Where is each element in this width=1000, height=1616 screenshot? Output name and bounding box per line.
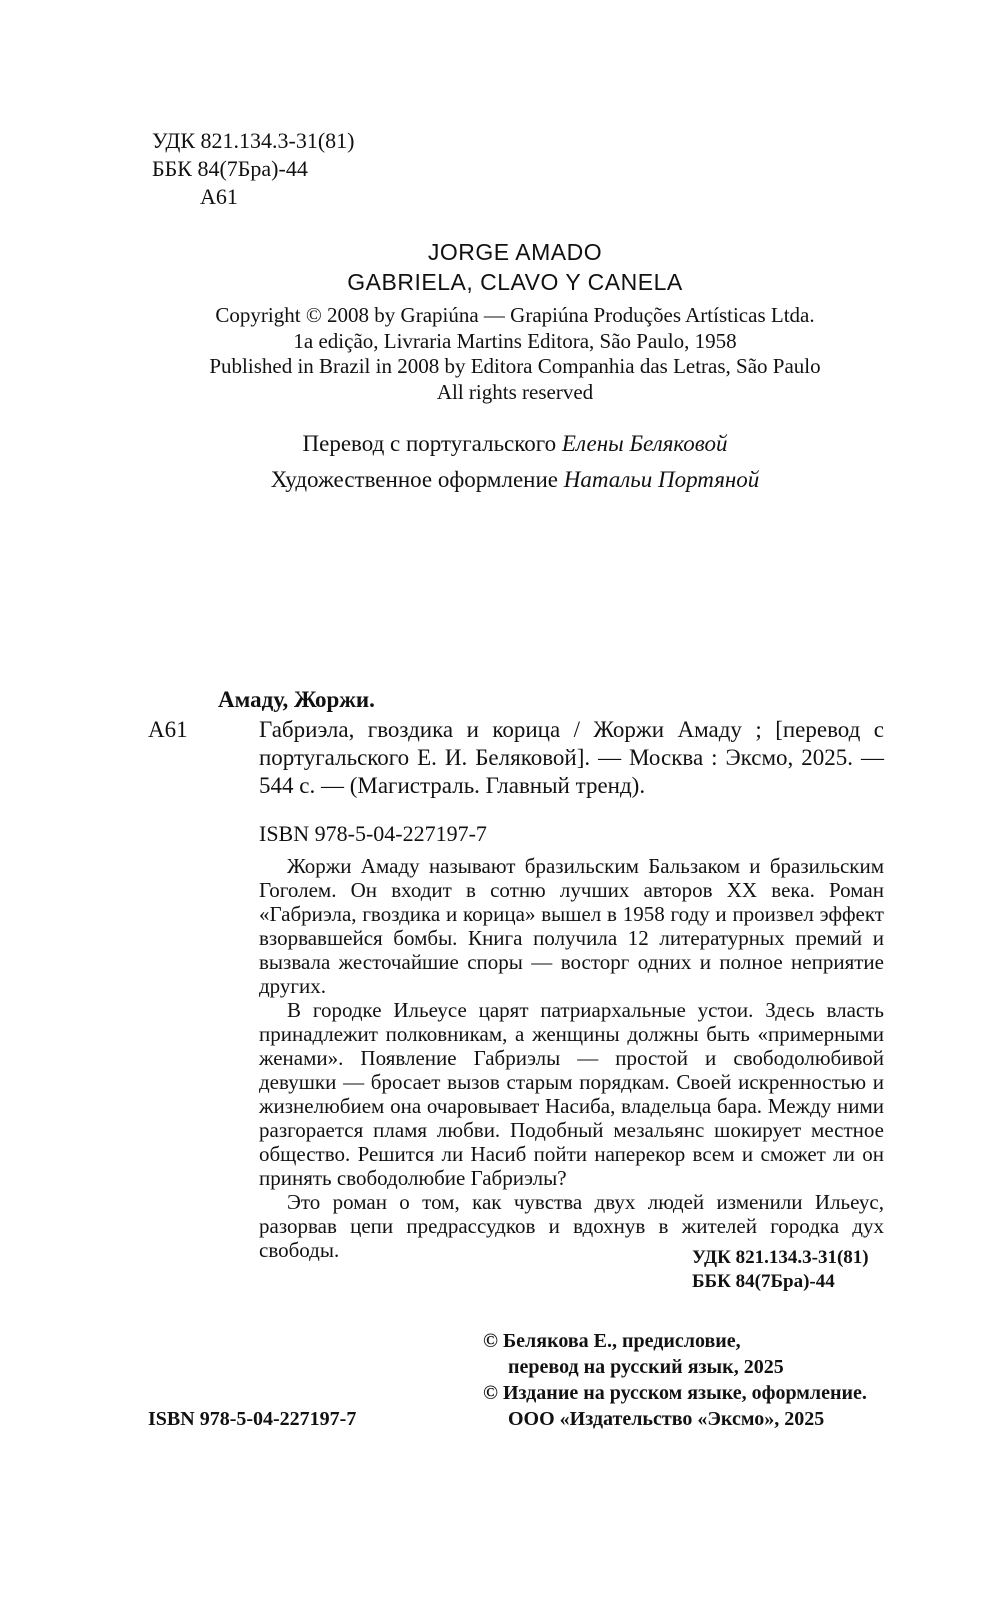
copyright-edition-cont: ООО «Издательство «Эксмо», 2025: [508, 1408, 825, 1430]
bib-sign: А61: [148, 717, 188, 742]
copyright-translation-cont: перевод на русский язык, 2025: [508, 1356, 784, 1378]
designer-name: Натальи Портяной: [563, 467, 760, 492]
copyright-translation: © Белякова Е., предисловие,: [483, 1330, 741, 1352]
annotation-paragraph: Жоржи Амаду называют бразильским Бальзаком и бразильским Гоголем. Он входит в сотню лучших авторов XX века. Роман «Габриэла, гвоздика и корица» вышел в 1958 году и произвел эффект взорвавшейся бомбы. Книга получила 12 литературных премий и вызвала жесточайшие споры — восторг одних и полное неприятие других.: [259, 854, 884, 998]
udk-code: УДК 821.134.3-31(81): [152, 128, 355, 153]
original-title: GABRIELA, CLAVO Y CANELA: [347, 269, 683, 295]
copyright-line-1: Copyright © 2008 by Grapiúna — Grapiúna Produções Artísticas Ltda.: [215, 303, 815, 327]
bib-author-heading: Амаду, Жоржи.: [218, 687, 375, 712]
design-credit: [0, 466, 1000, 494]
annotation-paragraph: В городке Ильеусе царят патриархальные устои. Здесь власть принадлежит полковникам, а женщины должны быть «примерными женами». Появление Габриэлы — простой и свободолюбивой девушки — бросает вызов старым порядкам. Своей искренностью и жизнелюбием она очаровывает Насиба, владельца бара. Между ними разгорается пламя любви. Подобный мезальянс шокирует местное общество. Решится ли Насиб пойти наперекор всем и сможет ли он принять свободолюбие Габриэлы?: [259, 998, 884, 1190]
copyright-edition: © Издание на русском языке, оформление.: [483, 1382, 867, 1404]
annotation-paragraph: Это роман о том, как чувства двух людей изменили Ильеус, разорвав цепи предрассудков и вдохнув в жителей городка дух свободы.: [259, 1190, 884, 1262]
bib-isbn: ISBN 978-5-04-227197-7: [259, 821, 487, 846]
classification-bbk: ББК 84(7Бра)-44: [692, 1271, 835, 1292]
annotation: [259, 854, 884, 1262]
copyright-line-4: All rights reserved: [436, 380, 594, 404]
bib-entry: Габриэла, гвоздика и корица / Жоржи Амаду ; [перевод с португальского Е. И. Беляковой]. — Москва : Эксмо, 2025. — 544 с. — (Магистраль. Главный тренд).: [259, 717, 884, 798]
classification-udk: УДК 821.134.3-31(81): [692, 1247, 869, 1268]
footer-isbn: ISBN 978-5-04-227197-7: [148, 1408, 357, 1430]
copyright-line-2: 1a edição, Livraria Martins Editora, São Paulo, 1958: [293, 329, 737, 353]
bbk-code: ББК 84(7Бра)-44: [152, 156, 308, 181]
original-author: JORGE AMADO: [427, 239, 603, 265]
translator-name: Елены Беляковой: [561, 431, 728, 456]
translation-credit: [0, 430, 1000, 458]
design-label: Художественное оформление: [270, 467, 564, 492]
author-sign: А61: [200, 184, 238, 209]
copyright-line-3: Published in Brazil in 2008 by Editora Companhia das Letras, São Paulo: [209, 354, 821, 378]
translation-label: Перевод с португальского: [302, 431, 562, 456]
